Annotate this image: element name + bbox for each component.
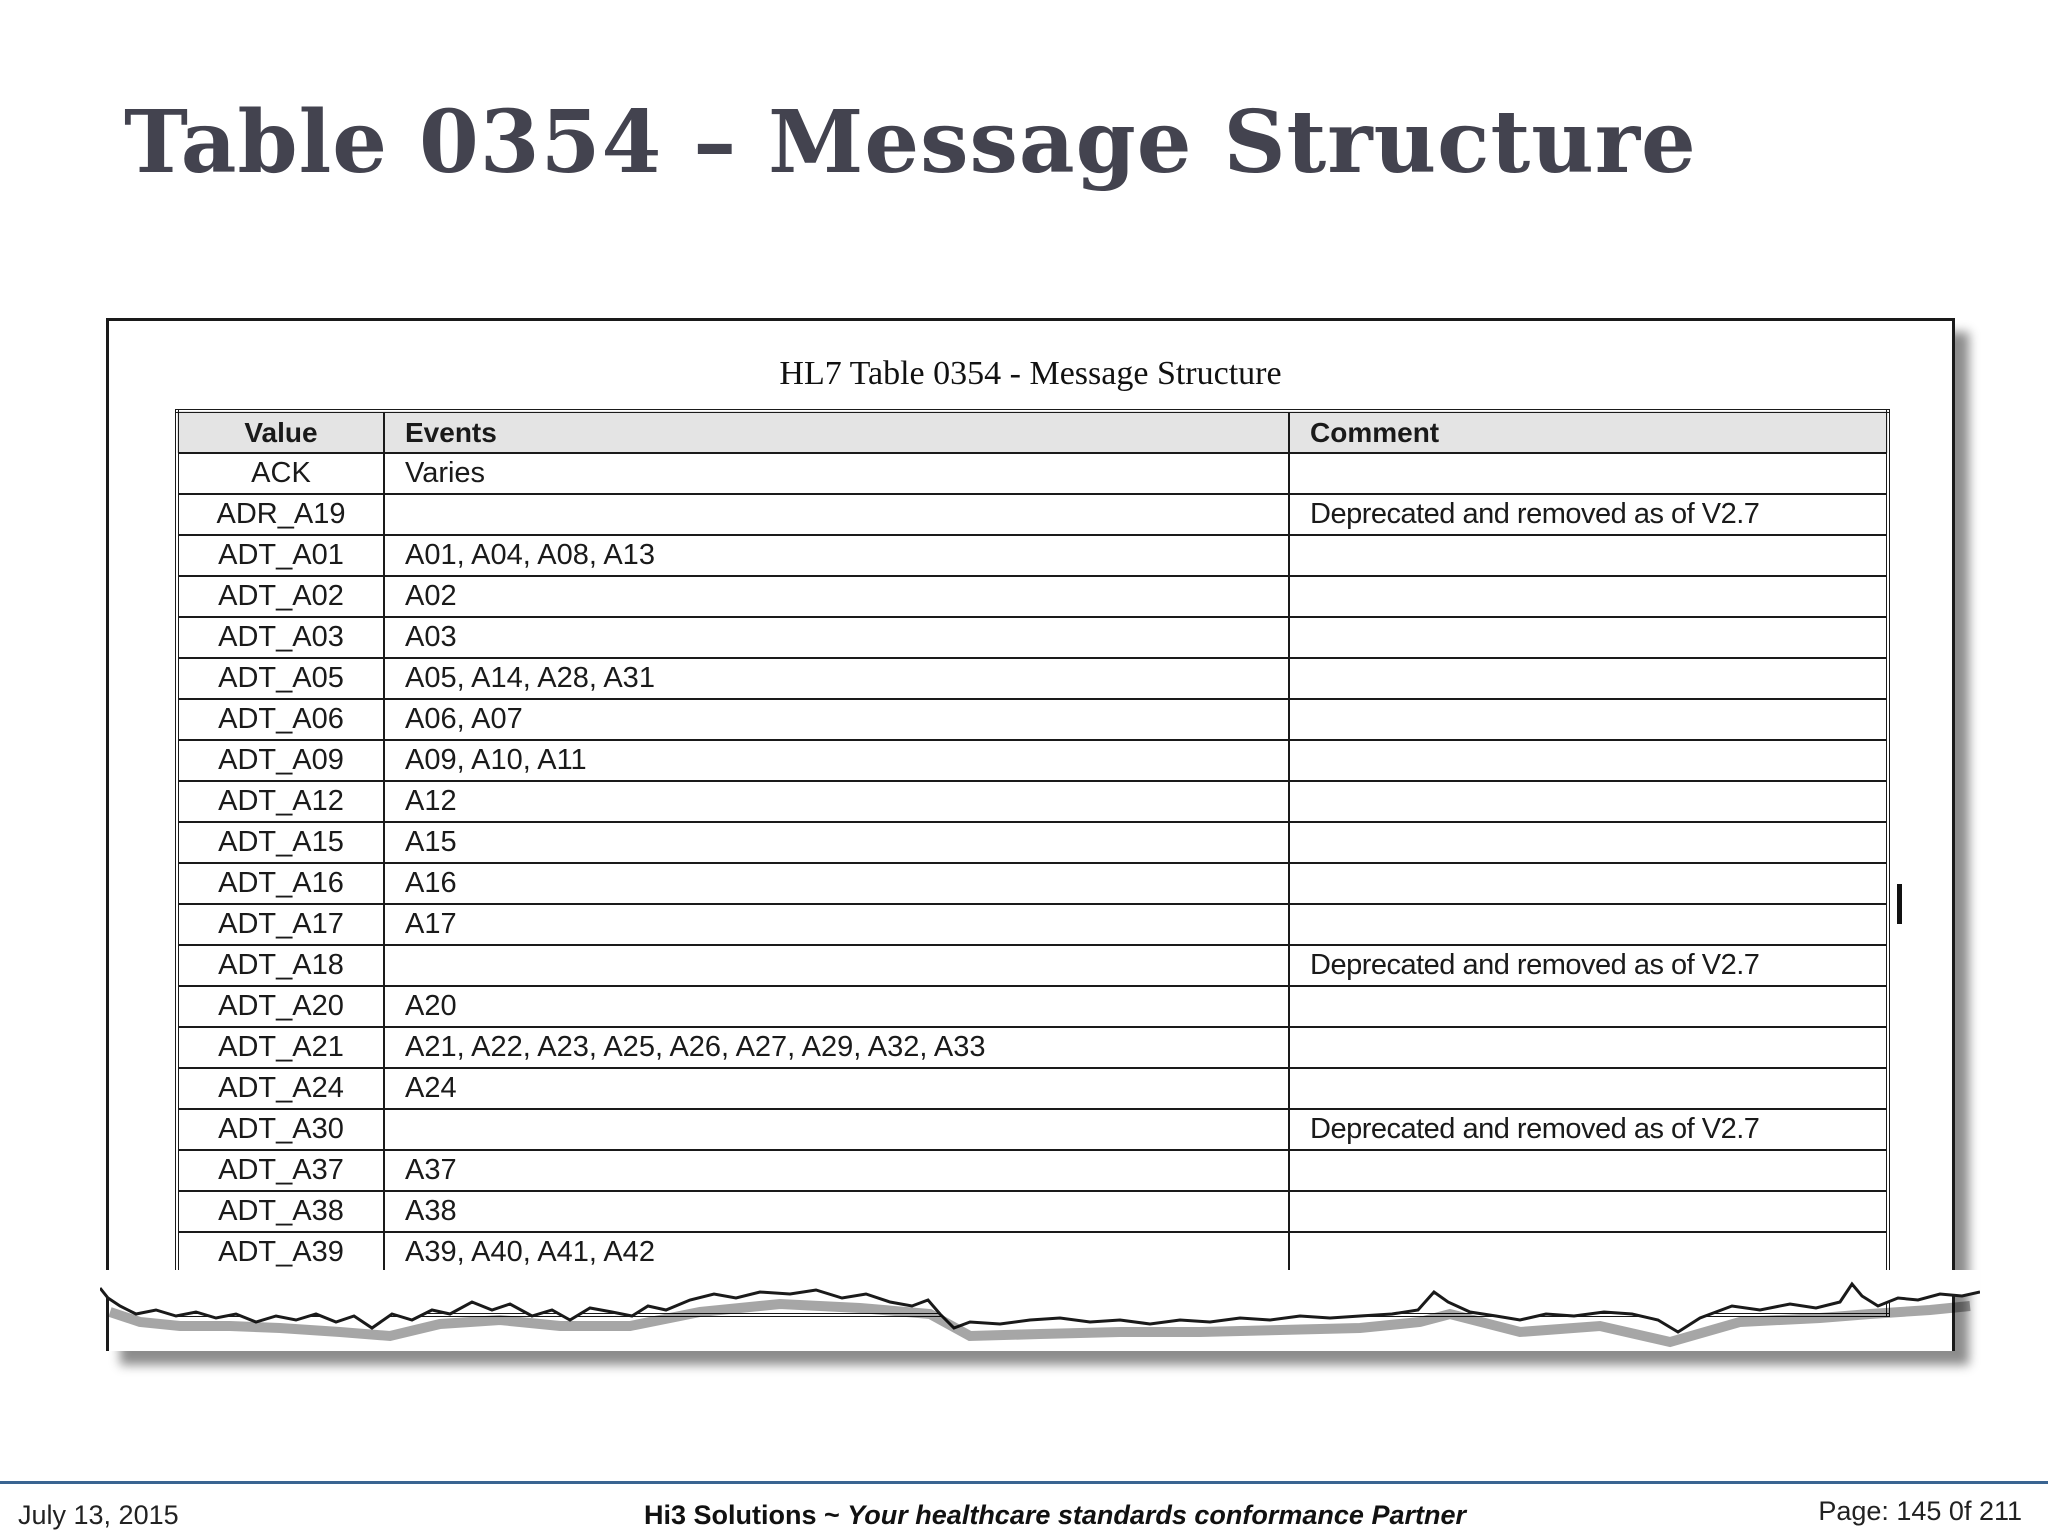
cell-events <box>384 494 1289 535</box>
cell-comment <box>1289 781 1888 822</box>
cell-value: ADT_A37 <box>177 1150 384 1191</box>
cell-events <box>384 945 1289 986</box>
cell-comment <box>1289 1232 1888 1273</box>
cell-events: A16 <box>384 863 1289 904</box>
torn-paper-edge <box>100 1270 1980 1380</box>
cell-comment <box>1289 1191 1888 1232</box>
table-row <box>177 453 1888 494</box>
cell-comment: Deprecated and removed as of V2.7 <box>1289 494 1888 535</box>
table-row <box>177 904 1888 945</box>
table-row <box>177 617 1888 658</box>
cell-comment <box>1289 453 1888 494</box>
cell-comment <box>1289 617 1888 658</box>
header-value: Value <box>177 411 384 453</box>
cell-events: A09, A10, A11 <box>384 740 1289 781</box>
cell-comment <box>1289 535 1888 576</box>
cell-value: ACK <box>177 453 384 494</box>
table-row <box>177 494 1888 535</box>
cell-events: Varies <box>384 453 1289 494</box>
cell-events: A15 <box>384 822 1289 863</box>
cell-value: ADT_A16 <box>177 863 384 904</box>
slide-title: Table 0354 – Message Structure <box>124 92 1697 193</box>
cell-events: A39, A40, A41, A42 <box>384 1232 1289 1273</box>
table-row <box>177 1068 1888 1109</box>
cell-events: A21, A22, A23, A25, A26, A27, A29, A32, A33 <box>384 1027 1289 1068</box>
table-row <box>177 658 1888 699</box>
table-caption: HL7 Table 0354 - Message Structure <box>779 355 1282 392</box>
text-cursor-icon <box>1897 884 1902 924</box>
cell-value: ADT_A01 <box>177 535 384 576</box>
table-row <box>177 1109 1888 1150</box>
cell-comment <box>1289 904 1888 945</box>
cell-value: ADT_A21 <box>177 1027 384 1068</box>
table-row <box>177 863 1888 904</box>
cell-events: A05, A14, A28, A31 <box>384 658 1289 699</box>
footer-tagline-text: Your healthcare standards conformance Partner <box>847 1500 1466 1530</box>
cell-value: ADT_A20 <box>177 986 384 1027</box>
cell-value: ADT_A06 <box>177 699 384 740</box>
cell-events: A01, A04, A08, A13 <box>384 535 1289 576</box>
cell-value: ADT_A18 <box>177 945 384 986</box>
cell-comment <box>1289 576 1888 617</box>
table-header-row <box>177 411 1888 453</box>
header-comment: Comment <box>1289 411 1888 453</box>
footer-date: July 13, 2015 <box>18 1500 179 1530</box>
cell-value: ADT_A15 <box>177 822 384 863</box>
cell-comment <box>1289 1027 1888 1068</box>
cell-comment <box>1289 740 1888 781</box>
cell-events: A38 <box>384 1191 1289 1232</box>
cell-comment <box>1289 986 1888 1027</box>
cell-value: ADT_A09 <box>177 740 384 781</box>
table-row <box>177 1027 1888 1068</box>
cell-value: ADT_A03 <box>177 617 384 658</box>
footer-tagline <box>644 1500 1466 1531</box>
table-body <box>177 453 1888 1315</box>
footer-brand: Hi3 Solutions ~ <box>644 1500 840 1530</box>
footer-page-number: Page: 145 0f 211 <box>1818 1496 2022 1526</box>
table-row <box>177 535 1888 576</box>
cell-comment <box>1289 822 1888 863</box>
table-row <box>177 822 1888 863</box>
cell-value: ADT_A02 <box>177 576 384 617</box>
cell-events: A20 <box>384 986 1289 1027</box>
cell-comment <box>1289 699 1888 740</box>
cell-events: A02 <box>384 576 1289 617</box>
cell-value: ADT_A24 <box>177 1068 384 1109</box>
cell-comment: Deprecated and removed as of V2.7 <box>1289 1109 1888 1150</box>
cell-value: ADT_A05 <box>177 658 384 699</box>
cell-comment <box>1289 1068 1888 1109</box>
table-row <box>177 576 1888 617</box>
cell-value: ADR_A19 <box>177 494 384 535</box>
cell-value: ADT_A12 <box>177 781 384 822</box>
table-row <box>177 945 1888 986</box>
cell-value: ADT_A30 <box>177 1109 384 1150</box>
cell-events <box>384 1109 1289 1150</box>
table-row <box>177 986 1888 1027</box>
cell-events: A12 <box>384 781 1289 822</box>
table-row <box>177 699 1888 740</box>
cell-comment <box>1289 1150 1888 1191</box>
table-row <box>177 1150 1888 1191</box>
table-row <box>177 740 1888 781</box>
cell-events: A06, A07 <box>384 699 1289 740</box>
cell-value: ADT_A17 <box>177 904 384 945</box>
header-events: Events <box>384 411 1289 453</box>
cell-comment <box>1289 863 1888 904</box>
cell-comment: Deprecated and removed as of V2.7 <box>1289 945 1888 986</box>
cell-events: A17 <box>384 904 1289 945</box>
cell-comment <box>1289 658 1888 699</box>
table-row <box>177 1232 1888 1273</box>
message-structure-table <box>175 409 1890 1317</box>
table-row <box>177 1191 1888 1232</box>
cell-events: A03 <box>384 617 1289 658</box>
cell-events: A37 <box>384 1150 1289 1191</box>
footer-divider <box>0 1481 2048 1484</box>
document-excerpt <box>106 318 1955 1351</box>
cell-value: ADT_A38 <box>177 1191 384 1232</box>
cell-value: ADT_A39 <box>177 1232 384 1273</box>
cell-events: A24 <box>384 1068 1289 1109</box>
table-row <box>177 781 1888 822</box>
